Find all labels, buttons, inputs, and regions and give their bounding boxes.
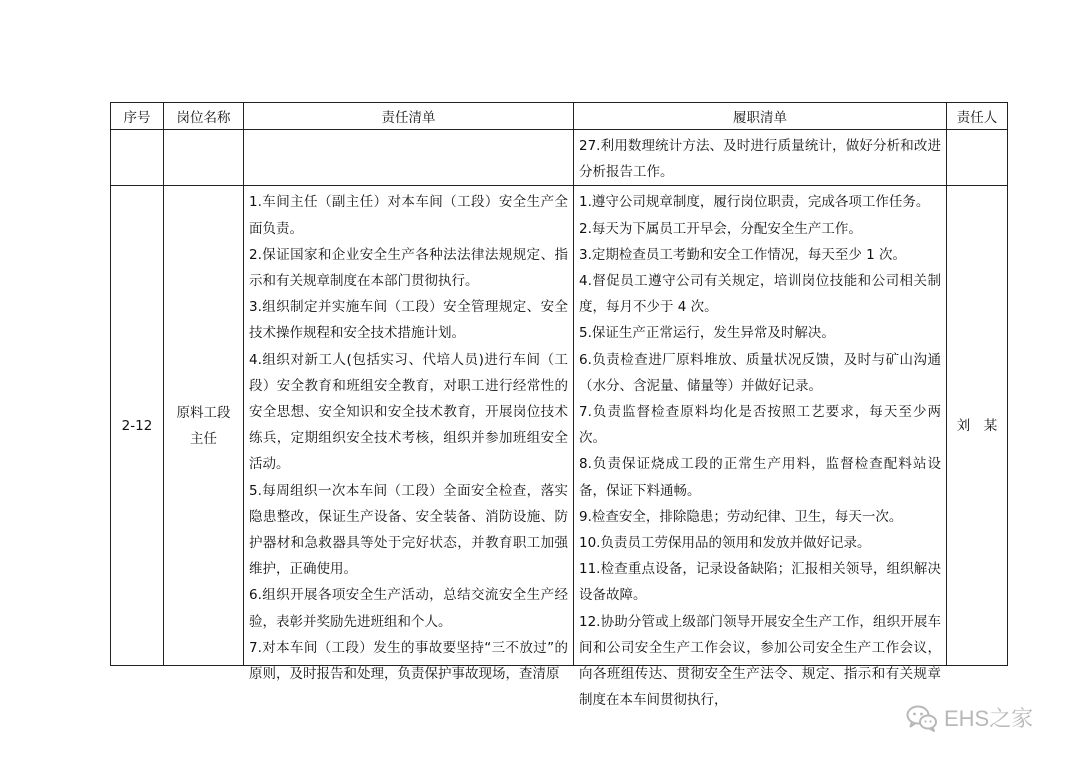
duty-item: 6.组织开展各项安全生产活动，总结交流安全生产经验，表彰并奖励先进班组和个人。 <box>249 587 568 630</box>
perform-item: 7.负责监督检查原料均化是否按照工艺要求，每天至少两次。 <box>579 404 941 447</box>
perform-item: 9.检查安全，排除隐患；劳动纪律、卫生，每天一次。 <box>579 508 903 525</box>
cell-empty <box>244 130 574 186</box>
perform-item: 1.遵守公司规章制度，履行岗位职责，完成各项工作任务。 <box>579 194 930 211</box>
cell-post <box>164 186 244 666</box>
cell-duty-list <box>244 186 574 683</box>
duty-list <box>244 186 573 683</box>
perform-item: 27.利用数理统计方法、及时进行质量统计，做好分析和改进分析报告工作。 <box>579 138 941 181</box>
duty-item: 3.组织制定并实施车间（工段）安全管理规定、安全技术操作规程和安全技术措施计划。 <box>249 299 568 342</box>
table-row-main <box>111 186 1008 666</box>
header-perform: 履职清单 <box>574 103 947 130</box>
duty-table <box>110 102 1008 709</box>
watermark-text: EHS之家 <box>944 706 1034 731</box>
perform-item: 10.负责员工劳保用品的领用和发放并做好记录。 <box>579 535 871 552</box>
cell-perform-continued <box>574 130 947 186</box>
perform-list <box>574 186 946 709</box>
duty-item: 2.保证国家和企业安全生产各种法法律法规规定、指示和有关规章制度在本部门贯彻执行。 <box>249 246 568 290</box>
header-no: 序号 <box>111 103 164 130</box>
header-row <box>111 103 1008 130</box>
duty-item: 5.每周组织一次本车间（工段）全面安全检查，落实隐患整改，保证生产设备、安全装备、消防设施、防护器材和急救器具等处于完好状态，并教育职工加强维护，正确使用。 <box>249 482 568 578</box>
post-line2: 主任 <box>190 430 217 447</box>
perform-item: 2.每天为下属员工开早会，分配安全生产工作。 <box>579 220 862 237</box>
post-line1: 原料工段 <box>176 404 231 421</box>
header-post: 岗位名称 <box>164 103 244 130</box>
header-duty: 责任清单 <box>244 103 574 130</box>
duty-item: 4.组织对新工人(包括实习、代培人员)进行车间（工段）安全教育和班组安全教育，对职工进行经常性的安全思想、安全知识和安全技术教育，开展岗位技术练兵，定期组织安全技术考核，组织并参加班组安全活动。 <box>249 351 568 473</box>
cell-perform-list <box>574 186 947 709</box>
perform-item: 8.负责保证烧成工段的正常生产用料，监督检查配料站设备，保证下料通畅。 <box>579 456 941 499</box>
table-row-continued <box>111 130 1008 186</box>
cell-empty <box>111 130 164 186</box>
perform-item: 5.保证生产正常运行，发生异常及时解决。 <box>579 325 835 342</box>
cell-empty <box>947 130 1008 186</box>
cell-person: 刘 某 <box>947 186 1008 666</box>
watermark <box>906 702 1033 733</box>
duty-item: 1.车间主任（副主任）对本车间（工段）安全生产全面负责。 <box>249 194 568 237</box>
perform-item: 4.督促员工遵守公司有关规定，培训岗位技能和公司相关制度，每月不少于 4 次。 <box>579 273 941 316</box>
cell-no: 2-12 <box>111 186 164 666</box>
perform-item: 3.定期检查员工考勤和安全工作情况，每天至少 1 次。 <box>579 246 907 263</box>
perform-item: 12.协助分管或上级部门领导开展安全生产工作，组织开展车间和公司安全生产工作会议，参加公司安全生产工作会议，向各班组传达、贯彻安全生产法令、规定、指示和有关规章制度在本车间贯彻执行， <box>579 613 941 709</box>
duty-item: 7.对本车间（工段）发生的事故要坚持“三不放过”的原则，及时报告和处理，负责保护事故现场，查清原 <box>249 639 568 683</box>
perform-item: 11.检查重点设备，记录设备缺陷；汇报相关领导，组织解决设备故障。 <box>579 561 941 604</box>
perform-item: 6.负责检查进厂原料堆放、质量状况反馈，及时与矿山沟通（水分、含泥量、储量等）并做好记录。 <box>579 351 941 394</box>
wechat-icon <box>906 704 938 732</box>
cell-empty <box>164 130 244 186</box>
header-person: 责任人 <box>947 103 1008 130</box>
